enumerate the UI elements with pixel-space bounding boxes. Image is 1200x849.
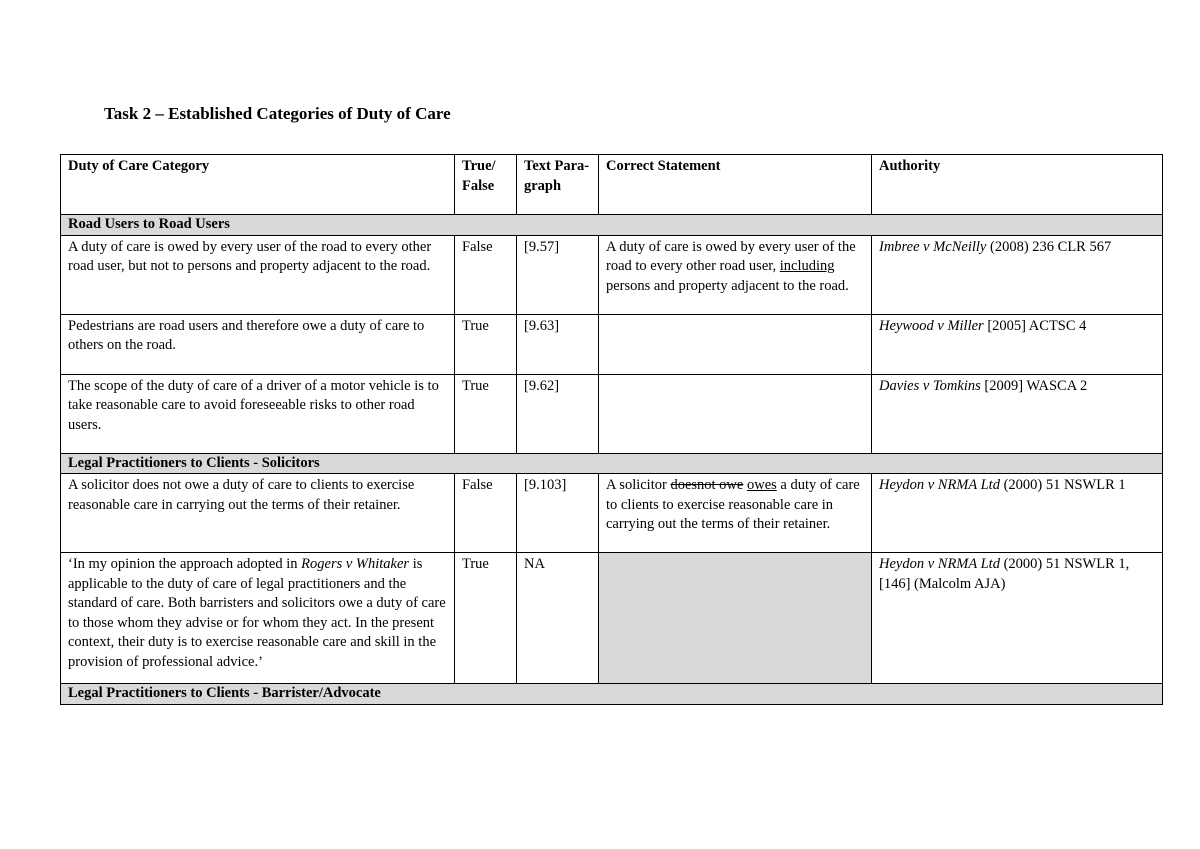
page-title: Task 2 – Established Categories of Duty of Care xyxy=(104,104,451,123)
citation: (2008) 236 CLR 567 xyxy=(986,238,1112,255)
table-row xyxy=(61,553,1163,684)
underlined-word: including xyxy=(779,258,835,274)
case-name: Davies v Tomkins xyxy=(879,377,981,394)
authority-cell xyxy=(872,553,1163,684)
paragraph-cell: [9.62] xyxy=(517,374,599,453)
paragraph-cell: [9.57] xyxy=(517,235,599,314)
section-row xyxy=(61,215,1163,236)
section-row xyxy=(61,453,1163,474)
correct-statement-cell xyxy=(599,474,872,553)
case-name: Heywood v Miller xyxy=(879,317,984,334)
authority-cell xyxy=(872,474,1163,553)
category-cell: A solicitor does not owe a duty of care to clients to exercise reasonable care in carrying out the terms of their retainer. xyxy=(61,474,455,553)
citation: (2000) 51 NSWLR 1 xyxy=(999,477,1126,493)
table-row xyxy=(61,374,1163,453)
table-row xyxy=(61,474,1163,553)
case-name: Imbree v McNeilly xyxy=(879,238,987,255)
authority-cell xyxy=(872,374,1163,453)
header-true-false: True/ False xyxy=(455,155,517,215)
table-header-row xyxy=(61,155,1163,215)
correct-statement-cell xyxy=(599,314,872,374)
category-cell: The scope of the duty of care of a driver of a motor vehicle is to take reasonable care to avoid foreseeable risks to other road users. xyxy=(61,374,455,453)
category-cell xyxy=(61,553,455,684)
quote-text: is applicable to the duty of care of legal practitioners and the standard of care. Both barristers and solicitors owe a duty of care to those whom they advise or for whom they act. In the present context, their duty is to exercise reasonable care and skill in the provision of professional advice.’ xyxy=(68,556,446,670)
correct-statement-cell xyxy=(599,235,872,314)
citation: [2009] WASCA 2 xyxy=(980,377,1088,394)
true-false-cell: False xyxy=(455,474,517,553)
case-name: Heydon v NRMA Ltd xyxy=(879,477,1000,493)
section-barristers: Legal Practitioners to Clients - Barrister/Advocate xyxy=(61,684,1163,705)
section-solicitors: Legal Practitioners to Clients - Solicitors xyxy=(61,453,1163,474)
underlined-word: owes xyxy=(746,477,777,493)
duty-of-care-table xyxy=(60,154,1163,705)
paragraph-cell: [9.63] xyxy=(517,314,599,374)
true-false-cell: True xyxy=(455,374,517,453)
category-cell: Pedestrians are road users and therefore owe a duty of care to others on the road. xyxy=(61,314,455,374)
paragraph-cell: NA xyxy=(517,553,599,684)
correct-statement-cell xyxy=(599,374,872,453)
category-cell: A duty of care is owed by every user of the road to every other road user, but not to persons and property adjacent to the road. xyxy=(61,235,455,314)
correct-text: a duty of care to clients to exercise reasonable care in carrying out the terms of their retainer. xyxy=(606,477,860,532)
header-correct-statement: Correct Statement xyxy=(599,155,872,215)
correct-text: A solicitor xyxy=(606,477,671,493)
citation: (2000) 51 NSWLR 1, [146] (Malcolm AJA) xyxy=(879,556,1130,592)
section-road-users: Road Users to Road Users xyxy=(61,215,1163,236)
correct-statement-cell xyxy=(599,553,872,684)
true-false-cell: False xyxy=(455,235,517,314)
correct-text: persons and property adjacent to the road. xyxy=(606,277,849,294)
authority-cell xyxy=(872,314,1163,374)
table-row xyxy=(61,235,1163,314)
case-name: Heydon v NRMA Ltd xyxy=(879,556,1000,572)
struck-text: doesnot owe xyxy=(670,477,744,493)
quote-text: ‘In my opinion the approach adopted in xyxy=(68,556,302,572)
case-name: Rogers v Whitaker xyxy=(301,556,410,572)
header-category: Duty of Care Category xyxy=(61,155,455,215)
paragraph-cell: [9.103] xyxy=(517,474,599,553)
table-row xyxy=(61,314,1163,374)
header-authority: Authority xyxy=(872,155,1163,215)
true-false-cell: True xyxy=(455,553,517,684)
citation: [2005] ACTSC 4 xyxy=(983,317,1087,334)
authority-cell xyxy=(872,235,1163,314)
section-row xyxy=(61,684,1163,705)
header-text-paragraph: Text Para-graph xyxy=(517,155,599,215)
correct-text: A duty of care is owed by every user of the road to every other road user, xyxy=(606,238,856,274)
true-false-cell: True xyxy=(455,314,517,374)
